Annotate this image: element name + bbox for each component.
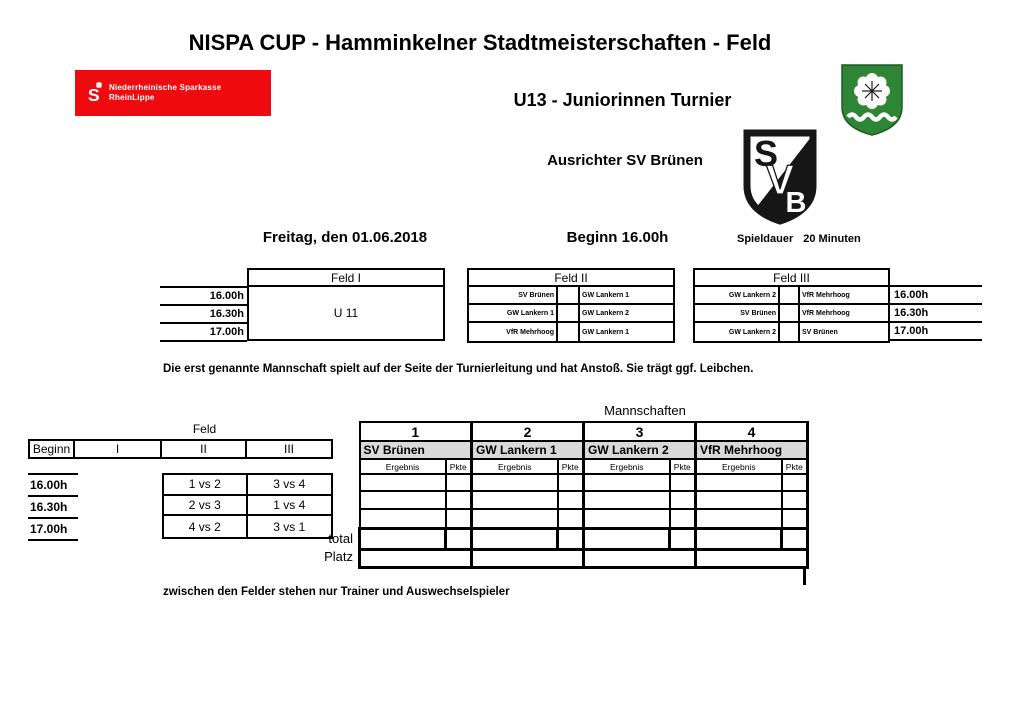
- sparkasse-s-icon: [87, 82, 103, 104]
- field3-times: [890, 285, 982, 341]
- svb-crest-icon: [742, 128, 818, 226]
- team-name-cell: GW Lankern 2: [584, 441, 696, 459]
- match-cell: 1 vs 4: [248, 496, 332, 517]
- result-header-cell: Ergebnis: [584, 459, 670, 474]
- points-cell: [782, 509, 808, 528]
- result-cell: [472, 509, 558, 528]
- total-result-cell: [472, 528, 558, 549]
- total-points-cell: [782, 528, 808, 549]
- result-cell: [472, 474, 558, 491]
- schedule-time: 16.30h: [28, 497, 78, 519]
- total-result-cell: [584, 528, 670, 549]
- platz-cell: [472, 549, 584, 567]
- platz-label: Platz: [324, 549, 353, 564]
- total-result-cell: [696, 528, 782, 549]
- field2-title: Feld II: [469, 270, 673, 287]
- team-name-cell: GW Lankern 1: [472, 441, 584, 459]
- team-name-cell: VfR Mehrhoog: [696, 441, 808, 459]
- field1-table: [247, 268, 445, 341]
- schedule-col-3: III: [283, 442, 294, 456]
- schedule-begin-label: Beginn: [30, 441, 75, 457]
- points-cell: [446, 491, 472, 509]
- points-cell: [782, 474, 808, 491]
- points-cell: [670, 474, 696, 491]
- duration-line: Spieldauer 20 Minuten: [737, 233, 861, 245]
- result-header-cell: Ergebnis: [472, 459, 558, 474]
- schedule-times: [28, 473, 78, 541]
- platz-cell: [360, 549, 472, 567]
- points-cell: [558, 491, 584, 509]
- result-row: [360, 491, 808, 509]
- field1-time: 16.30h: [160, 306, 247, 324]
- svg-text:V: V: [765, 156, 795, 203]
- host-line: Ausrichter SV Brünen: [547, 152, 703, 169]
- match-cell: 2 vs 3: [164, 496, 248, 517]
- subheader-row: [360, 459, 808, 474]
- team-number-cell: 4: [696, 422, 808, 441]
- total-points-cell: [670, 528, 696, 549]
- field2-match-row: SV Brünen GW Lankern 1: [469, 287, 673, 305]
- result-cell: [360, 509, 446, 528]
- date-line: Freitag, den 01.06.2018: [262, 229, 428, 246]
- field2-match-row: GW Lankern 1 GW Lankern 2: [469, 305, 673, 323]
- svg-text:S: S: [753, 133, 779, 174]
- total-result-cell: [360, 528, 446, 549]
- total-row: [360, 528, 808, 549]
- schedule-time: 17.00h: [28, 519, 78, 541]
- points-cell: [670, 509, 696, 528]
- field1-time: 17.00h: [160, 324, 247, 342]
- field2-match-row: VfR Mehrhoog GW Lankern 1: [469, 323, 673, 341]
- result-cell: [584, 509, 670, 528]
- field3-time: 16.30h: [890, 305, 982, 323]
- match-cell: 3 vs 1: [273, 519, 306, 534]
- result-cell: [360, 474, 446, 491]
- svg-text:S: S: [87, 85, 100, 104]
- points-cell: [446, 509, 472, 528]
- platz-cell: [696, 549, 808, 567]
- match-cell: 1 vs 2: [164, 475, 248, 496]
- schedule-col-2: II: [162, 441, 247, 457]
- field3-match-row: GW Lankern 2 SV Brünen: [695, 323, 888, 341]
- points-header-cell: Pkte: [446, 459, 472, 474]
- result-row: [360, 474, 808, 491]
- field3-table: [693, 268, 890, 343]
- result-cell: [696, 509, 782, 528]
- points-cell: [670, 491, 696, 509]
- result-cell: [696, 491, 782, 509]
- field1-time: 16.00h: [160, 288, 247, 306]
- result-cell: [584, 491, 670, 509]
- points-cell: [782, 491, 808, 509]
- field1-times: [160, 286, 247, 342]
- points-cell: [558, 474, 584, 491]
- svg-text:B: B: [785, 187, 807, 219]
- note-sidelines: zwischen den Felder stehen nur Trainer und Auswechselspieler: [163, 586, 510, 598]
- platz-cell: [584, 549, 696, 567]
- result-row: [360, 509, 808, 528]
- match-cell: 4 vs 2: [164, 516, 248, 537]
- tournament-subtitle: U13 - Juniorinnen Turnier: [513, 90, 732, 110]
- total-points-cell: [446, 528, 472, 549]
- begin-line: Beginn 16.00h: [566, 229, 669, 246]
- points-cell: [446, 474, 472, 491]
- total-label: total: [328, 531, 353, 546]
- team-name-cell: SV Brünen: [360, 441, 472, 459]
- result-header-cell: Ergebnis: [696, 459, 782, 474]
- result-cell: [696, 474, 782, 491]
- field1-content: U 11: [333, 306, 359, 320]
- page-title: NISPA CUP - Hamminkelner Stadtmeisterschaften - Feld: [188, 30, 772, 55]
- team-number-cell: 1: [360, 422, 472, 441]
- team-number-row: [360, 422, 808, 441]
- points-header-cell: Pkte: [558, 459, 584, 474]
- field3-title: Feld III: [695, 270, 888, 287]
- sparkasse-logo: [75, 70, 271, 116]
- points-cell: [558, 509, 584, 528]
- team-name-row: [360, 441, 808, 459]
- result-cell: [472, 491, 558, 509]
- team-number-cell: 3: [584, 422, 696, 441]
- platz-row: [360, 549, 808, 567]
- schedule-col-1: I: [75, 441, 162, 457]
- result-cell: [584, 474, 670, 491]
- note-kickoff: Die erst genannte Mannschaft spielt auf der Seite der Turnierleitung und hat Anstoß. Sie trägt ggf. Leibchen.: [163, 363, 754, 375]
- schedule-time: 16.00h: [28, 475, 78, 497]
- result-cell: [360, 491, 446, 509]
- table-edge-line: [803, 566, 806, 585]
- schedule-field-label: Feld: [192, 422, 217, 436]
- standings-title: Mannschaften: [604, 403, 686, 418]
- standings-table: [358, 421, 809, 569]
- points-header-cell: Pkte: [782, 459, 808, 474]
- points-header-cell: Pkte: [670, 459, 696, 474]
- field3-time: 16.00h: [890, 287, 982, 305]
- match-cell: 3 vs 4: [248, 475, 332, 496]
- result-header-cell: Ergebnis: [360, 459, 446, 474]
- schedule-matches: [162, 473, 333, 539]
- hamminkeln-crest-icon: [840, 63, 904, 137]
- team-number-cell: 2: [472, 422, 584, 441]
- field3-match-row: SV Brünen VfR Mehrhoog: [695, 305, 888, 323]
- field3-match-row: GW Lankern 2 VfR Mehrhoog: [695, 287, 888, 305]
- field3-time: 17.00h: [890, 323, 982, 341]
- field1-title: Feld I: [249, 270, 443, 287]
- field2-table: [467, 268, 675, 343]
- sponsor-name: Niederrheinische Sparkasse RheinLippe: [109, 83, 222, 102]
- total-points-cell: [558, 528, 584, 549]
- schedule-header: [28, 439, 333, 459]
